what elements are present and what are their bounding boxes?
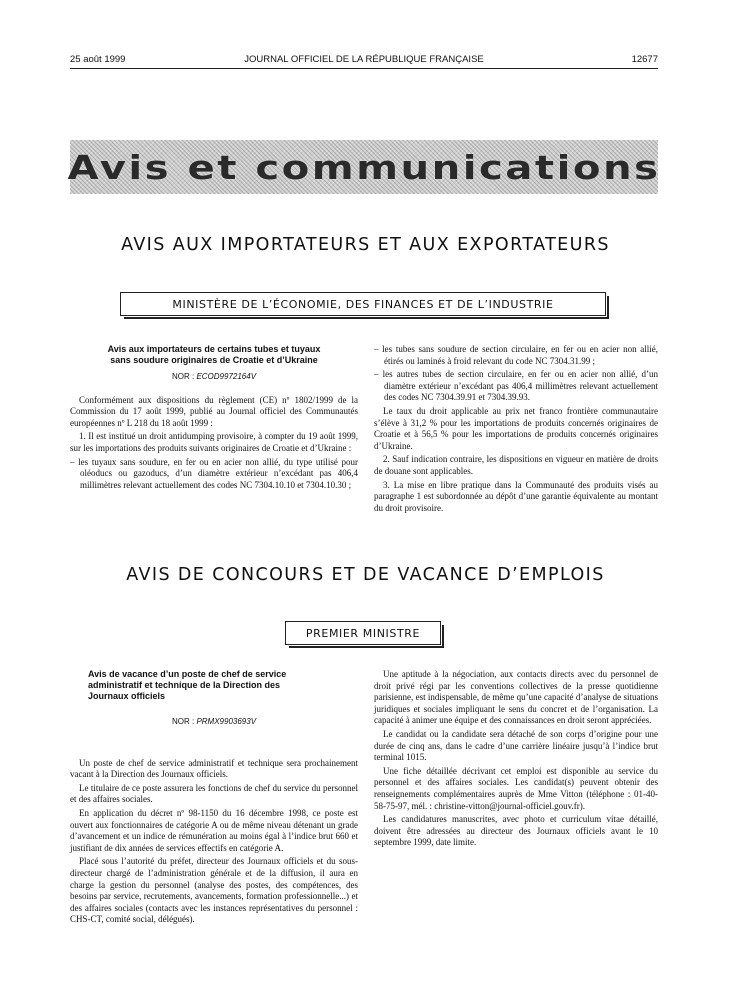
article-vacancy-right-column [374,669,658,851]
paragraph: Le titulaire de ce poste assurera les fonctions de chef du service du personnel et des affaires sociales. [70,782,358,805]
article-title: Avis aux importateurs de certains tubes et tuyaux sans soudure originaires de Croatie et d’Ukraine [107,344,321,365]
list-item: – les tuyaux sans soudure, en fer ou en acier non allié, du type utilisé pour oléoducs ou gazoducs, d’un diamètre extérieur n’excédant pas 406,4 millimètres relevant actuellement des codes NC 7304.10.10 et 7304.10.30 ; [70,456,358,490]
paragraph: Le taux du droit applicable au prix net franco frontière communautaire s’élève à 31,2 % pour les importations de produits concernés originaires de Croatie et à 56,5 % pour les importations de produits concernés originaires d’Ukraine. [374,405,658,451]
paragraph: Les candidatures manuscrites, avec photo et curriculum vitae détaillé, doivent être adressées au directeur des Journaux officiels avant le 10 septembre 1999, date limite. [374,814,658,848]
ministry-box-economy [120,292,606,316]
paragraph: Un poste de chef de service administratif et technique sera prochainement vacant à la Direction des Journaux officiels. [70,757,358,780]
header-date: 25 août 1999 [70,54,126,65]
banner [67,140,661,194]
banner-title: Avis et communications [67,147,661,187]
paragraph: Conformément aux dispositions du règlement (CE) nº 1802/1999 de la Commission du 17 août 1999, publié au Journal officiel des Communautés européennes nº L 218 du 18 août 1999 : [70,394,358,428]
article-vacancy-left-column [70,669,358,928]
list-item: – les tubes sans soudure de section circulaire, en fer ou en acier non allié, étirés ou laminés à froid relevant du code NC 7304.31.99 ; [374,344,658,366]
page-header [70,54,658,69]
paragraph: Une aptitude à la négociation, aux contacts directs avec du personnel de droit privé régi par les conventions collectives de la presse quotidienne parisienne, est indispensable, de même qu’une capacité d’analyse de situations juridiques et sociales impliquant le sens du concret et de l’organisation. La capacité à animer une équipe et des connaissances en droit seront appréciées. [374,669,658,726]
header-journal-title: JOURNAL OFFICIEL DE LA RÉPUBLIQUE FRANÇAISE [244,54,484,65]
nor-reference: NOR : ECOD9972164V [171,372,257,381]
paragraph: 3. La mise en libre pratique dans la Communauté des produits visés au paragraphe 1 est subordonnée au dépôt d’une garantie équivalente au montant du droit provisoire. [374,479,658,513]
section-title-importers: AVIS AUX IMPORTATEURS ET AUX EXPORTATEURS [121,235,610,255]
section-title-vacancies: AVIS DE CONCOURS ET DE VACANCE D’EMPLOIS [126,565,605,585]
ministry-box-prime-minister [285,621,441,645]
article-title: Avis de vacance d’un poste de chef de service administratif et technique de la Direction des Journaux officiels [88,669,287,701]
article-importers-left-column [70,344,358,493]
header-page-number: 12677 [631,54,658,65]
article-importers-right-column [374,344,658,516]
paragraph: Placé sous l’autorité du préfet, directeur des Journaux officiels et du sous-directeur chargé de l’administration générale et de la diffusion, il aura en charge la gestion du personnel (analyse des postes, des compétences, des besoins par service, recrutements, avancements, formation professionnelle...) et des affaires sociales (contacts avec les instances représentatives du personnel : CHS-CT, comité social, délégués). [70,856,358,925]
list-item: – les autres tubes de section circulaire, en fer ou en acier non allié, d’un diamètre extérieur n’excédant pas 406,4 millimètres relevant actuellement des codes NC 7304.39.91 et 7304.39.93. [374,369,658,403]
nor-reference: NOR : PRMX9903693V [171,717,257,726]
ministry-label: PREMIER MINISTRE [305,626,421,640]
paragraph: En application du décret nº 98-1150 du 16 décembre 1998, ce poste est ouvert aux fonctionnaires de catégorie A ou de même niveau détenant un grade d’avancement et un indice de rémunération au moins égal à l’indice brut 660 et justifiant de dix années de services effectifs en catégorie A. [70,807,358,853]
paragraph: 1. Il est institué un droit antidumping provisoire, à compter du 19 août 1999, sur les importations des produits suivants originaires de Croatie et d’Ukraine : [70,431,358,453]
paragraph: Le candidat ou la candidate sera détaché de son corps d’origine pour une durée de cinq ans, dans le cadre d’une carrière linéaire jusqu’à l’indice brut terminal 1015. [374,728,658,763]
paragraph: Une fiche détaillée décrivant cet emploi est disponible au service du personnel et des affaires sociales. Les candidat(s) peuvent obtenir des renseignements complémentaires auprès de Mme Vitton (téléphone : 01-40-58-75-97, mél. : christine-vitton@journal-officiel.gouv.fr). [374,765,658,811]
paragraph: 2. Sauf indication contraire, les dispositions en vigueur en matière de droits de douane sont applicables. [374,454,658,476]
ministry-label: MINISTÈRE DE L’ÉCONOMIE, DES FINANCES ET DE L’INDUSTRIE [172,297,554,311]
